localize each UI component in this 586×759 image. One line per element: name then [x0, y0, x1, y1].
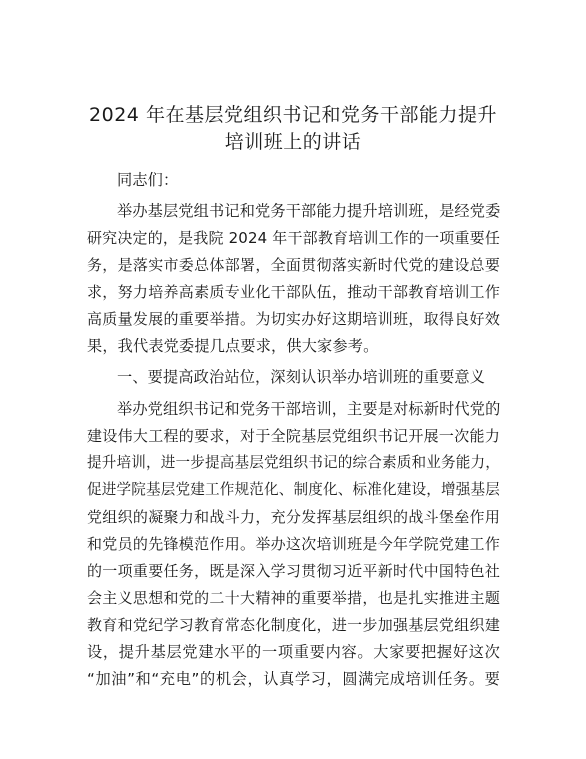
paragraph-line: 提升培训，进一步提高基层党组织书记的综合素质和业务能力， — [87, 454, 500, 471]
paragraph-line: 会主义思想和党的二十大精神的重要举措，也是扎实推进主题 — [87, 589, 500, 607]
section-heading: 一、要提高政治站位，深刻认识举办培训班的重要意义 — [117, 368, 486, 386]
paragraph-line: 教育和党纪学习教育常态化制度化，进一步加强基层党组织建 — [87, 616, 500, 634]
paragraph-line: “加油”和“充电”的机会，认真学习，圆满完成培训任务。要 — [87, 670, 500, 688]
paragraph-line: 研究决定的，是我院 2024 年干部教育培训工作的一项重要任 — [87, 229, 500, 247]
paragraph-line: 和党员的先锋模范作用。举办这次培训班是今年学院党建工作 — [87, 535, 500, 553]
paragraph-line: 果，我代表党委提几点要求，供大家参考。 — [87, 337, 379, 355]
paragraph-line: 设，提升基层党建水平的一项重要内容。大家要把握好这次 — [87, 643, 500, 661]
paragraph-line: 建设伟大工程的要求，对于全院基层党组织书记开展一次能力 — [87, 427, 500, 445]
salutation: 同志们： — [117, 171, 179, 189]
document-title-line-1: 2024 年在基层党组织书记和党务干部能力提升 — [89, 104, 497, 126]
paragraph-line: 举办党组织书记和党务干部培训，主要是对标新时代党的 — [117, 400, 501, 418]
paragraph-line: 求，努力培养高素质专业化干部队伍，推动干部教育培训工作 — [87, 283, 500, 301]
paragraph-line: 促进学院基层党建工作规范化、制度化、标准化建设，增强基层 — [87, 481, 500, 498]
document-title-line-2: 培训班上的讲话 — [224, 131, 362, 153]
paragraph-line: 务，是落实市委总体部署，全面贯彻落实新时代党的建设总要 — [87, 256, 500, 274]
paragraph-line: 高质量发展的重要举措。为切实办好这期培训班，取得良好效 — [87, 310, 500, 328]
paragraph-line: 举办基层党组书记和党务干部能力提升培训班，是经党委 — [117, 202, 501, 220]
paragraph-line: 的一项重要任务，既是深入学习贯彻习近平新时代中国特色社 — [87, 562, 500, 580]
paragraph-line: 党组织的凝聚力和战斗力，充分发挥基层组织的战斗堡垒作用 — [87, 508, 500, 526]
